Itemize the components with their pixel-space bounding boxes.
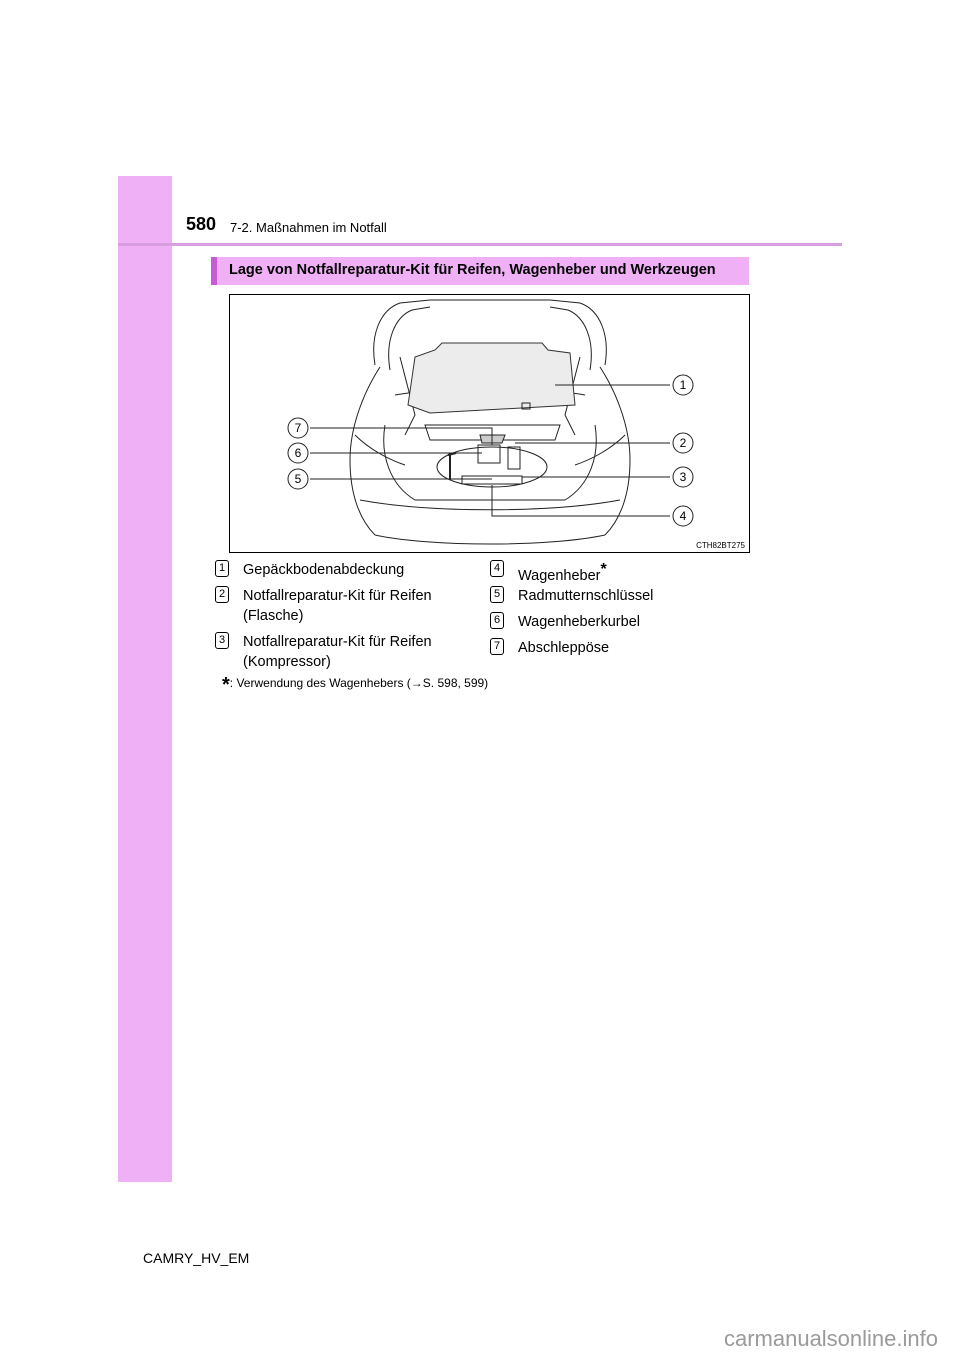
footer-model-code: CAMRY_HV_EM bbox=[143, 1250, 250, 1266]
legend-item-1 bbox=[218, 560, 463, 580]
figure-code: CTH82BT275 bbox=[696, 541, 745, 550]
legend-number-1: 1 bbox=[215, 560, 229, 577]
watermark: carmanualsonline.info bbox=[723, 1326, 938, 1351]
legend-text-4: Wagenheber bbox=[518, 568, 601, 584]
footnote-star: * bbox=[222, 674, 230, 696]
legend-number-6: 6 bbox=[490, 612, 504, 629]
legend-item-3 bbox=[218, 632, 443, 672]
section-heading bbox=[211, 257, 749, 285]
legend-item-4 bbox=[493, 560, 607, 586]
legend-text-2: Notfallreparatur-Kit für Reifen (Flasche) bbox=[243, 588, 432, 624]
legend-star-4: * bbox=[600, 561, 607, 578]
legend-number-7: 7 bbox=[490, 638, 504, 655]
section-heading-text: Lage von Notfallreparatur-Kit für Reifen, Wagenheber und Werkzeugen bbox=[229, 262, 716, 278]
callout-4-label: 4 bbox=[679, 509, 687, 523]
car-trunk-drawing bbox=[230, 295, 749, 552]
callout-1-label: 1 bbox=[679, 378, 687, 392]
callout-7-label: 7 bbox=[294, 421, 302, 435]
legend-number-2: 2 bbox=[215, 586, 229, 603]
legend-number-4: 4 bbox=[490, 560, 504, 577]
callout-3-label: 3 bbox=[679, 470, 687, 484]
chapter-title: 7-2. Maßnahmen im Notfall bbox=[230, 220, 387, 235]
footnote-text: : Verwendung des Wagenhebers (→S. 598, 599) bbox=[229, 676, 489, 690]
legend-number-3: 3 bbox=[215, 632, 229, 649]
legend-number-5: 5 bbox=[490, 586, 504, 603]
legend-text-7: Abschleppöse bbox=[518, 640, 610, 656]
side-color-band bbox=[118, 176, 172, 1182]
legend-item-7 bbox=[493, 638, 610, 658]
footnote bbox=[222, 674, 488, 697]
callout-5-label: 5 bbox=[294, 472, 302, 486]
trunk-illustration bbox=[229, 294, 750, 553]
legend-text-3: Notfallreparatur-Kit für Reifen (Kompressor) bbox=[243, 634, 432, 670]
page-number: 580 bbox=[186, 214, 217, 234]
header-rule bbox=[118, 243, 842, 246]
legend-item-2 bbox=[218, 586, 443, 626]
legend-text-1: Gepäckbodenabdeckung bbox=[243, 562, 405, 578]
callout-6-label: 6 bbox=[294, 446, 302, 460]
callout-2-label: 2 bbox=[679, 436, 687, 450]
legend-text-5: Radmutternschlüssel bbox=[518, 588, 654, 604]
legend-text-6: Wagenheberkurbel bbox=[518, 614, 640, 630]
legend-item-6 bbox=[493, 612, 640, 632]
legend-item-5 bbox=[493, 586, 654, 606]
